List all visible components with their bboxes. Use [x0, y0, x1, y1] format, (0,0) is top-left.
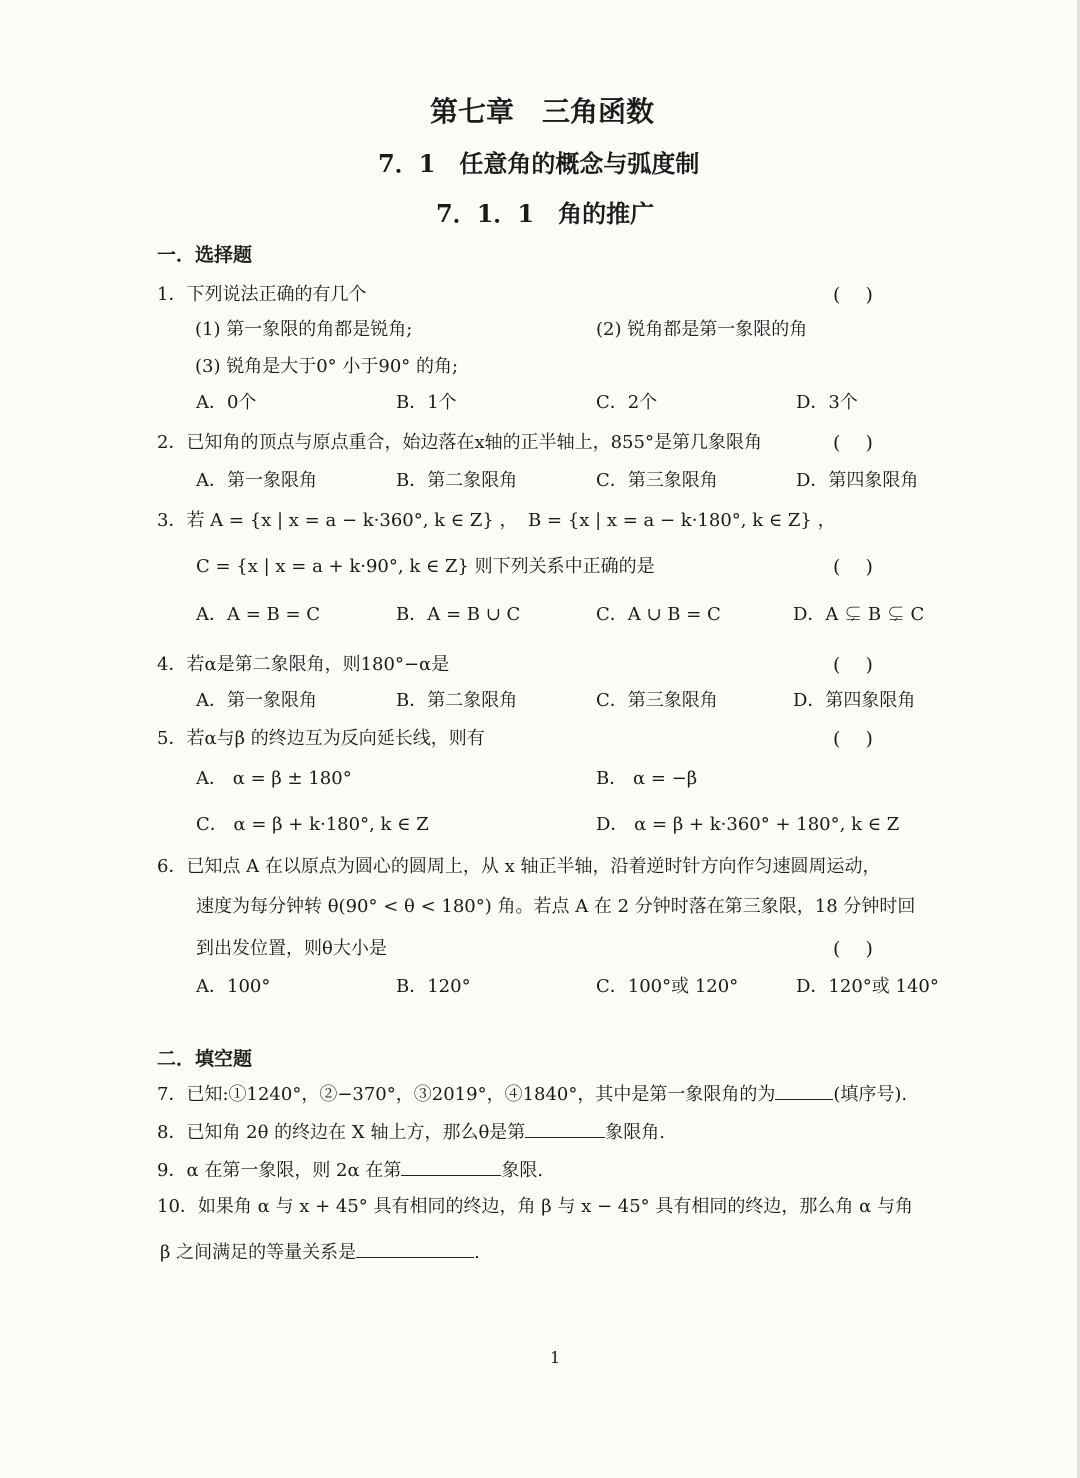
- question-6-answer-paren: ( ): [833, 938, 873, 960]
- question-6-option-a: A．100°: [196, 976, 271, 997]
- question-6-option-d: D．120°或 140°: [796, 976, 939, 997]
- question-2-option-c: C．第三象限角: [596, 470, 718, 491]
- question-9-answer-blank[interactable]: [401, 1159, 501, 1176]
- question-5-stem: 5．若α与β 的终边互为反向延长线，则有: [157, 728, 485, 749]
- question-5-option-b: B． α = −β: [596, 768, 698, 789]
- question-10-line-1: 10．如果角 α 与 x + 45° 具有相同的终边，角 β 与 x − 45° 具有相同的终边，那么角 α 与角: [157, 1196, 913, 1217]
- question-3-option-d: D．A ⊊ B ⊊ C: [793, 604, 925, 625]
- question-1-option-b: B．1个: [396, 392, 457, 413]
- question-1-answer-paren: ( ): [833, 284, 873, 306]
- question-1-statement-3: (3) 锐角是大于0° 小于90° 的角;: [195, 356, 459, 377]
- question-3-stem-b: B = {x | x = a − k·180°, k ∈ Z} ，: [528, 510, 836, 531]
- question-10-text: β 之间满足的等量关系是: [160, 1242, 357, 1263]
- question-8-suffix: 象限角.: [605, 1122, 666, 1143]
- question-1-statement-1: (1) 第一象限的角都是锐角;: [195, 319, 413, 340]
- question-3-stem-c: C = {x | x = a + k·90°, k ∈ Z} 则下列关系中正确的是: [196, 556, 655, 577]
- question-2-option-d: D．第四象限角: [796, 470, 919, 491]
- question-1-stem: 1．下列说法正确的有几个: [157, 284, 367, 305]
- question-1-statement-2: (2) 锐角都是第一象限的角: [596, 319, 808, 340]
- question-9-text: 9．α 在第一象限，则 2α 在第: [157, 1160, 402, 1181]
- subsection-title: 7．1．1 角的推广: [436, 199, 655, 228]
- question-4-option-a: A．第一象限角: [196, 690, 317, 711]
- question-10-line-2: [160, 1238, 480, 1264]
- multiple-choice-heading: 一．选择题: [157, 244, 253, 266]
- question-4-stem: 4．若α是第二象限角，则180°−α是: [157, 654, 450, 675]
- question-3-option-b: B．A = B ∪ C: [396, 604, 521, 625]
- section-title: 7．1 任意角的概念与弧度制: [378, 149, 700, 178]
- question-1-option-c: C．2个: [596, 392, 658, 413]
- question-6-line-3: 到出发位置，则θ大小是: [196, 938, 387, 959]
- page-number: 1: [550, 1348, 561, 1367]
- question-3-option-a: A．A = B = C: [196, 604, 321, 625]
- question-3-answer-paren: ( ): [833, 556, 873, 578]
- question-1-option-d: D．3个: [796, 392, 858, 413]
- question-6-option-c: C．100°或 120°: [596, 976, 739, 997]
- question-4-option-d: D．第四象限角: [793, 690, 916, 711]
- question-2-stem: 2．已知角的顶点与原点重合，始边落在x轴的正半轴上，855°是第几象限角: [157, 432, 762, 453]
- question-6-line-2: 速度为每分钟转 θ(90° < θ < 180°) 角。若点 A 在 2 分钟时落在第三象限，18 分钟时回: [196, 896, 916, 917]
- chapter-title: 第七章 三角函数: [430, 95, 655, 128]
- fill-in-blank-heading: 二．填空题: [157, 1048, 253, 1070]
- question-7-answer-blank[interactable]: [775, 1083, 833, 1100]
- question-5-answer-paren: ( ): [833, 728, 873, 750]
- question-2-option-a: A．第一象限角: [196, 470, 317, 491]
- question-10-suffix: .: [474, 1242, 480, 1263]
- question-4-answer-paren: ( ): [833, 654, 873, 676]
- question-3-option-c: C．A ∪ B = C: [596, 604, 721, 625]
- question-10-answer-blank[interactable]: [356, 1241, 474, 1258]
- question-8: [157, 1118, 665, 1144]
- question-6-option-b: B．120°: [396, 976, 471, 997]
- question-7-text: 7．已知:①1240°，②−370°，③2019°，④1840°，其中是第一象限角的为: [157, 1084, 776, 1105]
- question-1-option-a: A．0个: [196, 392, 257, 413]
- question-9: [157, 1156, 543, 1182]
- question-8-answer-blank[interactable]: [525, 1121, 605, 1138]
- question-8-text: 8．已知角 2θ 的终边在 X 轴上方，那么θ是第: [157, 1122, 526, 1143]
- question-7-suffix: (填序号).: [833, 1084, 908, 1105]
- question-5-option-d: D． α = β + k·360° + 180°, k ∈ Z: [596, 814, 900, 835]
- question-5-option-a: A． α = β ± 180°: [196, 768, 352, 789]
- question-9-suffix: 象限.: [501, 1160, 544, 1181]
- question-4-option-b: B．第二象限角: [396, 690, 518, 711]
- question-2-option-b: B．第二象限角: [396, 470, 518, 491]
- question-7: [157, 1080, 907, 1106]
- question-2-answer-paren: ( ): [833, 432, 873, 454]
- question-4-option-c: C．第三象限角: [596, 690, 718, 711]
- question-6-line-1: 6．已知点 A 在以原点为圆心的圆周上，从 x 轴正半轴，沿着逆时针方向作匀速圆周运动，: [157, 856, 881, 877]
- question-3-stem-a: 3．若 A = {x | x = a − k·360°, k ∈ Z} ，: [157, 510, 518, 531]
- question-5-option-c: C． α = β + k·180°, k ∈ Z: [196, 814, 429, 835]
